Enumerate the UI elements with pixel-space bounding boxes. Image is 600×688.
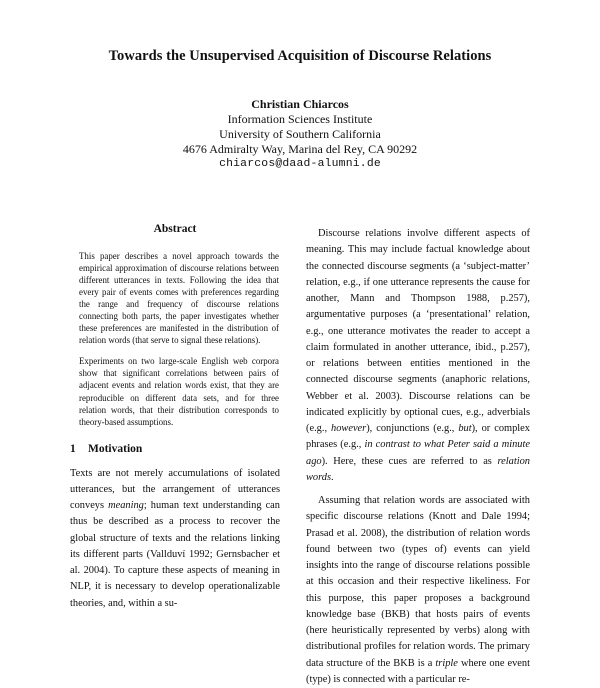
author-university: University of Southern California	[219, 127, 381, 141]
abstract-heading: Abstract	[153, 223, 197, 235]
section-heading-motivation	[70, 443, 280, 455]
abstract-paragraph-2: Experiments on two large-scale English web corpora show that significant correlations between pairs of adjacent events and relation words exist, that they are reproducible on different data sets, and for three relation words, that their distribution corresponds to theory-based assumptions.	[79, 356, 279, 427]
abstract-body	[79, 250, 279, 428]
paper-title: Towards the Unsupervised Acquisition of Discourse Relations	[108, 48, 492, 64]
section-title: Motivation	[88, 442, 143, 455]
motivation-paragraph-1: Texts are not merely accumulations of isolated utterances, but the arrangement of utterances conveys meaning; human text understanding can thus be described as a process to recover the global structure of texts and the relations linking its different parts (Vallduví 1992; Gernsbacher et al. 2004). To capture these aspects of meaning in NLP, it is necessary to develop operationalizable theories, and, within a su-	[70, 467, 280, 609]
right-paragraph-1: Discourse relations involve different aspects of meaning. This may include factual knowledge about the connected discourse segments (a ‘subject-matter’ relation, e.g., if one utterance represents the cause for another, Mann and Thompson 1988, p.257), argumentative purposes (a ‘presentational’ relation, e.g., one utterance motivates the reader to accept a claim formulated in another utterance, ibid., p.257), or relations between entities mentioned in the connected discourse segments (anaphoric relations, Webber et al. 2003). Discourse relations can be indicated explicitly by optional cues, e.g., adverbials (e.g., however), conjunctions (e.g., but), or complex phrases (e.g., in contrast to what Peter said a minute ago). Here, these cues are referred to as relation words.	[306, 228, 530, 483]
author-block	[0, 97, 600, 172]
author-email: chiarcos@daad-alumni.de	[219, 158, 381, 170]
abstract-paragraph-1: This paper describes a novel approach towards the empirical approximation of discourse relations between different utterances in texts. Following the idea that every pair of events comes with preferences regarding the range and frequency of discourse relations connecting both parts, the paper investigates whether these preferences are manifested in the distribution of relation words (that serve to signal these relations).	[79, 251, 279, 346]
right-column	[306, 226, 530, 688]
section-number: 1	[70, 442, 76, 455]
author-name: Christian Chiarcos	[251, 97, 349, 111]
author-institute: Information Sciences Institute	[227, 112, 373, 126]
right-paragraph-2: Assuming that relation words are associated with specific discourse relations (Knott and Dale 1994; Prasad et al. 2008), the distribution of relation words found between two (types of) events can yield insights into the range of discourse relations possible at this occasion and their respective likeliness. For this purpose, this paper proposes a background knowledge base (BKB) that hosts pairs of events (here heuristically represented by verbs) along with distributional profiles for relation words. The primary data structure of the BKB is a triple where one event (type) is connected with a particular re-	[306, 495, 530, 685]
author-address: 4676 Admiralty Way, Marina del Rey, CA 90292	[182, 142, 418, 156]
left-column	[70, 223, 280, 612]
right-column-body	[306, 226, 530, 688]
motivation-body	[70, 466, 280, 612]
